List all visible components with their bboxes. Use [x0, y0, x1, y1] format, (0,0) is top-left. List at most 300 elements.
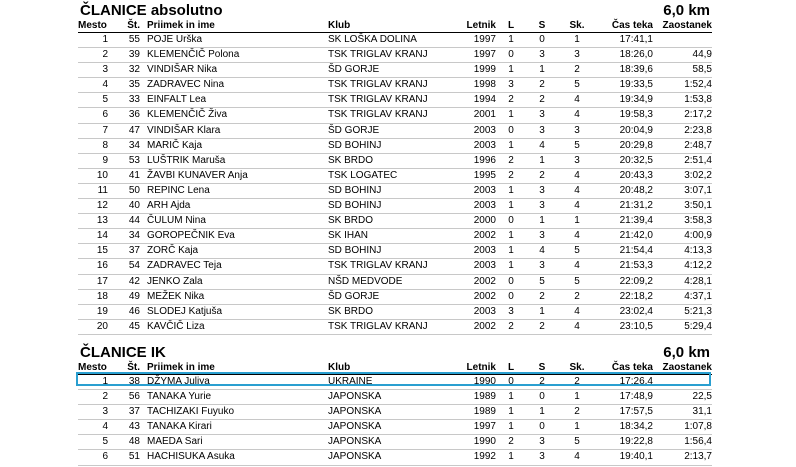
cell-st: 43	[128, 421, 140, 433]
cell-klub: UKRAINE	[328, 376, 373, 387]
cell-cas: 20:48,2	[619, 184, 653, 196]
header-s: S	[538, 20, 546, 31]
section-ik	[78, 344, 712, 466]
table-row	[78, 305, 712, 320]
cell-name: SLODEJ Katjuša	[147, 305, 223, 317]
header-mesto: Mesto	[78, 362, 107, 373]
cell-klub: ŠD GORJE	[328, 64, 380, 76]
cell-st: 51	[128, 451, 140, 463]
cell-zaostanek: 58,5	[692, 64, 712, 76]
header-cas: Čas teka	[611, 20, 653, 31]
cell-mesto: 14	[96, 230, 108, 242]
cell-mesto: 20	[96, 320, 108, 332]
cell-letnik: 1990	[473, 436, 496, 448]
cell-cas: 17:41,1	[619, 34, 653, 45]
cell-sk: 2	[574, 64, 580, 76]
cell-letnik: 2003	[473, 200, 496, 212]
cell-s: 2	[539, 79, 545, 91]
cell-letnik: 1994	[473, 94, 496, 106]
cell-l: 1	[508, 391, 514, 403]
cell-sk: 4	[574, 230, 580, 242]
cell-sk: 3	[574, 124, 580, 136]
cell-mesto: 2	[102, 49, 108, 61]
cell-name: TACHIZAKI Fuyuko	[147, 406, 235, 418]
header-mesto: Mesto	[78, 20, 107, 31]
cell-mesto: 4	[102, 79, 108, 91]
cell-s: 0	[539, 34, 545, 45]
cell-klub: JAPONSKA	[328, 391, 382, 403]
highlight-box	[76, 372, 711, 386]
cell-l: 3	[508, 79, 514, 91]
header-zaostanek: Zaostanek	[662, 20, 712, 31]
cell-cas: 20:32,5	[619, 154, 653, 166]
cell-name: ČULUM Nina	[147, 215, 206, 227]
cell-cas: 21:53,3	[619, 260, 653, 272]
section-title: ČLANICE absolutno	[80, 2, 223, 19]
cell-sk: 5	[574, 245, 580, 257]
cell-l: 0	[508, 124, 514, 136]
table-row	[78, 320, 712, 335]
cell-mesto: 15	[96, 245, 108, 257]
cell-cas: 18:26,0	[619, 49, 653, 61]
results-table	[78, 33, 712, 335]
cell-zaostanek: 3:02,2	[684, 169, 712, 181]
cell-letnik: 2000	[473, 215, 496, 227]
cell-l: 0	[508, 49, 514, 61]
cell-klub: SK IHAN	[328, 230, 369, 242]
cell-zaostanek: 44,9	[692, 49, 712, 61]
cell-letnik: 2003	[473, 245, 496, 257]
cell-name: KLEMENČIČ Živa	[147, 109, 228, 121]
cell-sk: 4	[574, 169, 580, 181]
cell-klub: SD BOHINJ	[328, 200, 382, 212]
cell-mesto: 5	[102, 436, 108, 448]
cell-zaostanek: 31,1	[692, 406, 712, 418]
table-row	[78, 63, 712, 78]
cell-letnik: 1998	[473, 79, 496, 91]
cell-sk: 5	[574, 139, 580, 151]
cell-cas: 17:26,4	[619, 376, 653, 387]
cell-cas: 19:22,8	[619, 436, 653, 448]
cell-st: 47	[128, 124, 140, 136]
cell-name: ZADRAVEC Nina	[147, 79, 225, 91]
cell-sk: 1	[574, 421, 580, 433]
cell-sk: 3	[574, 154, 580, 166]
cell-sk: 4	[574, 200, 580, 212]
cell-st: 40	[128, 200, 140, 212]
cell-mesto: 1	[102, 34, 108, 45]
table-row	[78, 435, 712, 450]
cell-klub: NŠD MEDVODE	[328, 275, 403, 287]
cell-cas: 19:40,1	[619, 451, 653, 463]
cell-cas: 21:54,4	[619, 245, 653, 257]
cell-s: 3	[539, 260, 545, 272]
cell-sk: 4	[574, 94, 580, 106]
cell-st: 33	[128, 94, 140, 106]
header-s: S	[538, 362, 546, 373]
cell-s: 1	[539, 215, 545, 227]
cell-s: 5	[539, 275, 545, 287]
cell-l: 1	[508, 421, 514, 433]
section-distance: 6,0 km	[663, 2, 710, 19]
cell-letnik: 2002	[473, 320, 496, 332]
cell-letnik: 1997	[473, 34, 496, 45]
cell-mesto: 5	[102, 94, 108, 106]
cell-name: ZADRAVEC Teja	[147, 260, 222, 272]
cell-cas: 21:39,4	[619, 215, 653, 227]
cell-letnik: 2003	[473, 305, 496, 317]
cell-s: 2	[539, 376, 545, 387]
cell-letnik: 2002	[473, 290, 496, 302]
cell-name: MEŽEK Nika	[147, 290, 205, 302]
cell-l: 1	[508, 406, 514, 418]
table-row	[78, 169, 712, 184]
cell-cas: 17:48,9	[619, 391, 653, 403]
cell-name: ARH Ajda	[147, 200, 191, 212]
cell-l: 0	[508, 275, 514, 287]
cell-letnik: 2003	[473, 124, 496, 136]
cell-klub: TSK TRIGLAV KRANJ	[328, 79, 428, 91]
table-row	[78, 405, 712, 420]
cell-s: 4	[539, 139, 545, 151]
cell-st: 32	[128, 64, 140, 76]
cell-sk: 4	[574, 451, 580, 463]
cell-name: KAVČIČ Liza	[147, 320, 205, 332]
cell-l: 1	[508, 184, 514, 196]
cell-st: 49	[128, 290, 140, 302]
cell-s: 3	[539, 436, 545, 448]
cell-cas: 18:39,6	[619, 64, 653, 76]
cell-letnik: 2003	[473, 184, 496, 196]
cell-zaostanek: 2:17,2	[684, 109, 712, 121]
table-row	[78, 78, 712, 93]
table-row	[78, 275, 712, 290]
cell-klub: SK BRDO	[328, 305, 374, 317]
cell-letnik: 2003	[473, 260, 496, 272]
cell-sk: 5	[574, 275, 580, 287]
cell-mesto: 17	[96, 275, 108, 287]
cell-mesto: 7	[102, 124, 108, 136]
cell-mesto: 1	[102, 376, 108, 387]
cell-s: 2	[539, 320, 545, 332]
table-row	[78, 229, 712, 244]
cell-st: 44	[128, 215, 140, 227]
cell-name: MAEDA Sari	[147, 436, 203, 448]
cell-s: 0	[539, 421, 545, 433]
cell-l: 3	[508, 305, 514, 317]
cell-klub: TSK TRIGLAV KRANJ	[328, 320, 428, 332]
cell-letnik: 2002	[473, 230, 496, 242]
cell-klub: SK BRDO	[328, 154, 374, 166]
header-letnik: Letnik	[466, 20, 496, 31]
cell-name: REPINC Lena	[147, 184, 210, 196]
section-absolutno	[78, 2, 712, 335]
table-row	[78, 184, 712, 199]
cell-cas: 18:34,2	[619, 421, 653, 433]
cell-zaostanek: 3:50,1	[684, 200, 712, 212]
cell-l: 2	[508, 320, 514, 332]
header-letnik: Letnik	[466, 362, 496, 373]
cell-mesto: 8	[102, 139, 108, 151]
cell-klub: SD BOHINJ	[328, 245, 382, 257]
cell-s: 0	[539, 391, 545, 403]
cell-sk: 5	[574, 79, 580, 91]
cell-l: 1	[508, 245, 514, 257]
cell-klub: TSK TRIGLAV KRANJ	[328, 260, 428, 272]
cell-mesto: 4	[102, 421, 108, 433]
cell-name: VINDIŠAR Klara	[147, 124, 221, 136]
cell-zaostanek: 4:37,1	[684, 290, 712, 302]
cell-letnik: 2001	[473, 109, 496, 121]
cell-klub: SD BOHINJ	[328, 139, 382, 151]
cell-s: 1	[539, 406, 545, 418]
cell-zaostanek: 1:07,8	[684, 421, 712, 433]
cell-l: 2	[508, 94, 514, 106]
cell-s: 2	[539, 169, 545, 181]
section-distance: 6,0 km	[663, 344, 710, 361]
cell-letnik: 1999	[473, 64, 496, 76]
cell-l: 2	[508, 154, 514, 166]
cell-zaostanek: 2:23,8	[684, 124, 712, 136]
cell-name: MARIČ Kaja	[147, 139, 203, 151]
cell-zaostanek: 4:28,1	[684, 275, 712, 287]
cell-mesto: 19	[96, 305, 108, 317]
cell-st: 46	[128, 305, 140, 317]
cell-st: 34	[128, 230, 140, 242]
cell-sk: 4	[574, 109, 580, 121]
cell-mesto: 6	[102, 451, 108, 463]
cell-mesto: 10	[96, 169, 108, 181]
cell-s: 4	[539, 245, 545, 257]
table-row	[78, 33, 712, 48]
cell-letnik: 1995	[473, 169, 496, 181]
cell-klub: ŠD GORJE	[328, 124, 380, 136]
cell-cas: 21:42,0	[619, 230, 653, 242]
cell-klub: TSK TRIGLAV KRANJ	[328, 94, 428, 106]
cell-cas: 22:09,2	[619, 275, 653, 287]
cell-sk: 4	[574, 184, 580, 196]
cell-zaostanek: 2:51,4	[684, 154, 712, 166]
cell-letnik: 1989	[473, 391, 496, 403]
results-table	[78, 375, 712, 466]
cell-letnik: 2002	[473, 275, 496, 287]
cell-s: 1	[539, 305, 545, 317]
cell-name: JENKO Zala	[147, 275, 203, 287]
header-l: L	[507, 20, 515, 31]
cell-cas: 22:18,2	[619, 290, 653, 302]
cell-cas: 19:33,5	[619, 79, 653, 91]
cell-mesto: 12	[96, 200, 108, 212]
table-row	[78, 450, 712, 465]
cell-letnik: 2003	[473, 139, 496, 151]
header-cas: Čas teka	[611, 362, 653, 373]
section-title-row	[78, 344, 712, 362]
cell-l: 0	[508, 215, 514, 227]
cell-l: 1	[508, 109, 514, 121]
cell-zaostanek: 3:07,1	[684, 184, 712, 196]
cell-sk: 2	[574, 376, 580, 387]
cell-sk: 1	[574, 391, 580, 403]
cell-st: 56	[128, 391, 140, 403]
cell-st: 41	[128, 169, 140, 181]
cell-zaostanek: 2:48,7	[684, 139, 712, 151]
cell-zaostanek: 1:56,4	[684, 436, 712, 448]
cell-klub: JAPONSKA	[328, 421, 382, 433]
cell-klub: ŠD GORJE	[328, 290, 380, 302]
cell-st: 45	[128, 320, 140, 332]
cell-klub: TSK LOGATEC	[328, 169, 398, 181]
cell-st: 50	[128, 184, 140, 196]
cell-name: TANAKA Yurie	[147, 391, 212, 403]
cell-l: 2	[508, 169, 514, 181]
cell-s: 3	[539, 451, 545, 463]
cell-klub: SK LOŠKA DOLINA	[328, 34, 417, 45]
cell-letnik: 1989	[473, 406, 496, 418]
cell-s: 3	[539, 230, 545, 242]
cell-sk: 1	[574, 215, 580, 227]
cell-mesto: 11	[97, 184, 108, 196]
cell-klub: JAPONSKA	[328, 406, 382, 418]
cell-cas: 21:31,2	[619, 200, 653, 212]
table-row	[78, 139, 712, 154]
header-sk: Sk.	[569, 20, 585, 31]
cell-letnik: 1990	[473, 376, 496, 387]
cell-name: POJE Urška	[147, 34, 203, 45]
cell-cas: 23:02,4	[619, 305, 653, 317]
cell-st: 48	[128, 436, 140, 448]
cell-mesto: 18	[96, 290, 108, 302]
header-klub: Klub	[328, 362, 351, 373]
cell-name: GOROPEČNIK Eva	[147, 230, 235, 242]
header-st: Št.	[127, 20, 140, 31]
cell-s: 1	[539, 64, 545, 76]
header-zaostanek: Zaostanek	[662, 362, 712, 373]
cell-st: 53	[128, 154, 140, 166]
cell-cas: 17:57,5	[619, 406, 653, 418]
header-name: Priimek in ime	[147, 20, 215, 31]
cell-name: ŽAVBI KUNAVER Anja	[147, 169, 248, 181]
cell-cas: 20:43,3	[619, 169, 653, 181]
cell-sk: 2	[574, 290, 580, 302]
cell-cas: 19:58,3	[619, 109, 653, 121]
section-title: ČLANICE IK	[80, 344, 166, 361]
cell-s: 3	[539, 124, 545, 136]
cell-st: 37	[128, 406, 140, 418]
cell-sk: 4	[574, 260, 580, 272]
cell-mesto: 2	[102, 391, 108, 403]
table-row	[78, 390, 712, 405]
cell-st: 35	[128, 79, 140, 91]
cell-klub: SK BRDO	[328, 215, 374, 227]
cell-mesto: 3	[102, 64, 108, 76]
cell-s: 2	[539, 290, 545, 302]
header-sk: Sk.	[569, 362, 585, 373]
cell-zaostanek: 2:13,7	[684, 451, 712, 463]
cell-zaostanek: 3:58,3	[684, 215, 712, 227]
cell-s: 3	[539, 200, 545, 212]
cell-st: 36	[128, 109, 140, 121]
cell-l: 1	[508, 230, 514, 242]
cell-sk: 4	[574, 320, 580, 332]
cell-l: 1	[508, 200, 514, 212]
table-row	[78, 199, 712, 214]
table-header	[78, 20, 712, 32]
cell-zaostanek: 22,5	[692, 391, 712, 403]
cell-zaostanek: 1:53,8	[684, 94, 712, 106]
cell-s: 3	[539, 109, 545, 121]
cell-l: 1	[508, 64, 514, 76]
cell-klub: SD BOHINJ	[328, 184, 382, 196]
cell-klub: TSK TRIGLAV KRANJ	[328, 109, 428, 121]
cell-letnik: 1996	[473, 154, 496, 166]
cell-zaostanek: 5:29,4	[684, 320, 712, 332]
cell-l: 1	[508, 139, 514, 151]
table-row	[78, 259, 712, 274]
cell-s: 3	[539, 184, 545, 196]
cell-mesto: 16	[96, 260, 108, 272]
table-row	[78, 108, 712, 123]
table-row	[78, 244, 712, 259]
cell-zaostanek: 4:13,3	[684, 245, 712, 257]
cell-name: HACHISUKA Asuka	[147, 451, 235, 463]
cell-zaostanek: 4:00,9	[684, 230, 712, 242]
cell-st: 39	[128, 49, 140, 61]
cell-klub: JAPONSKA	[328, 436, 382, 448]
cell-l: 0	[508, 376, 514, 387]
cell-mesto: 13	[96, 215, 108, 227]
cell-klub: TSK TRIGLAV KRANJ	[328, 49, 428, 61]
cell-cas: 19:34,9	[619, 94, 653, 106]
cell-sk: 1	[574, 34, 580, 45]
cell-st: 38	[128, 376, 140, 387]
cell-s: 2	[539, 94, 545, 106]
cell-klub: JAPONSKA	[328, 451, 382, 463]
cell-st: 54	[128, 260, 140, 272]
cell-zaostanek: 4:12,2	[684, 260, 712, 272]
cell-st: 34	[128, 139, 140, 151]
header-st: Št.	[127, 362, 140, 373]
table-row	[78, 420, 712, 435]
header-name: Priimek in ime	[147, 362, 215, 373]
cell-sk: 5	[574, 436, 580, 448]
table-row	[78, 124, 712, 139]
cell-sk: 2	[574, 406, 580, 418]
table-row	[78, 154, 712, 169]
cell-l: 1	[508, 451, 514, 463]
table-row	[78, 214, 712, 229]
cell-name: VINDIŠAR Nika	[147, 64, 218, 76]
cell-l: 1	[508, 34, 514, 45]
cell-s: 1	[539, 154, 545, 166]
cell-name: LUŠTRIK Maruša	[147, 154, 226, 166]
cell-mesto: 3	[102, 406, 108, 418]
cell-s: 3	[539, 49, 545, 61]
cell-letnik: 1997	[473, 421, 496, 433]
cell-letnik: 1992	[473, 451, 496, 463]
cell-l: 1	[508, 260, 514, 272]
cell-sk: 3	[574, 49, 580, 61]
table-row	[78, 290, 712, 305]
cell-zaostanek: 1:52,4	[684, 79, 712, 91]
table-row	[78, 48, 712, 63]
section-title-row	[78, 2, 712, 20]
cell-mesto: 9	[102, 154, 108, 166]
cell-name: TANAKA Kirari	[147, 421, 212, 433]
table-row	[78, 93, 712, 108]
cell-mesto: 6	[102, 109, 108, 121]
cell-l: 0	[508, 290, 514, 302]
cell-st: 37	[128, 245, 140, 257]
